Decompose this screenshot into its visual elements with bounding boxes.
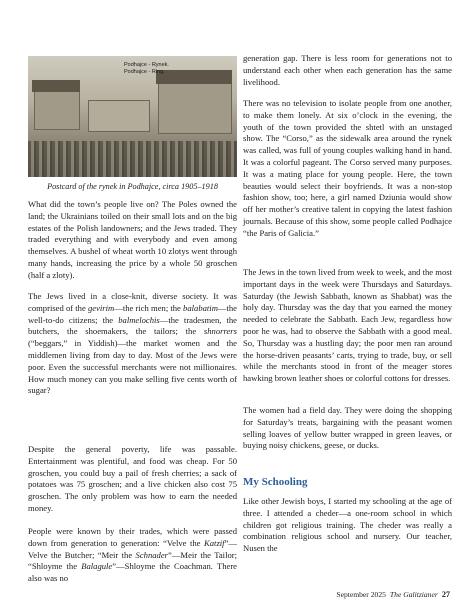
photo-label — [124, 62, 169, 75]
paragraph-r1 — [243, 53, 452, 88]
text-segment: The Jews in the town lived from week to week, and the most important days in the week were Thursdays and Saturdays. Saturday (the Jewish Sabbath, known as Shabbat) was the holy day. Thursday was the day that you earned the money needed to celebrate the Sabbath. Each Jew, regardless how poor he was, had to observe the Sabbath with a good meal. So, Thursday was a hustling day; the poor men ran around the horse-driven peasants’ carts, trying to trade, buy, or sell while the merchants stood in front of the meager stores hawking brown leather shoes or colorful cottons for dresses. — [243, 267, 452, 384]
text-segment: generation gap. There is less room for generations not to understand each other when each generation has the same livelihood. — [243, 53, 452, 87]
italic-term: balabatim — [183, 302, 218, 313]
text-segment: Despite the general poverty, life was passable. Entertainment was plentiful, and food was cheap. For 50 groschen, you could buy a pail of fresh cherries; a sack of potatoes was 75 groschen; and a live chicken also cost 75 groschen. The only problem was how to earn the needed money. — [28, 444, 237, 513]
photo-building — [88, 100, 150, 132]
photo-crowd — [28, 141, 237, 177]
italic-term: Katzif — [204, 537, 225, 548]
italic-term: balmelochis — [118, 314, 160, 325]
italic-term: gevirim — [87, 302, 115, 313]
text-segment: The Jews lived in a close-knit, diverse society. It was comprised of the — [28, 291, 237, 313]
page-number: 27 — [441, 590, 450, 599]
photo-roof — [32, 80, 80, 92]
section-heading: My Schooling — [243, 476, 308, 488]
paragraph-r4 — [243, 405, 452, 452]
text-segment: Like other Jewish boys, I started my schooling at the age of three. I attended a cheder—a one-room school in which children got religious training. The cheder was really a combination religious school and nursery. Our teacher, Nusen the — [243, 496, 452, 554]
paragraph-r3 — [243, 267, 452, 385]
text-segment: ”—Shloyme the Coachman. There also was no — [28, 561, 237, 584]
text-segment: —the rich men; the — [114, 302, 184, 313]
italic-term: shnorrers — [203, 326, 237, 337]
text-segment: —the tradesmen, the butchers, the shoemakers, the tailors; the — [28, 314, 237, 337]
photo-caption: Postcard of the rynek in Podhajce, circa 1905–1918 — [47, 182, 218, 191]
paragraph-p2 — [28, 291, 237, 397]
paragraph-p4 — [28, 526, 237, 585]
photo-building — [34, 90, 80, 130]
photo-label-line: Podhajce - Rynek. — [124, 62, 169, 68]
text-segment: (“beggars,” in Yiddish)—the market women and the middlemen living from day to day. Most of the Jews were poor. Even the successful merchants were not millionaires. How much money can you make selling five cents worth of sugar? — [28, 338, 237, 396]
italic-term: Schnader — [135, 549, 169, 560]
paragraph-r5 — [243, 496, 452, 555]
photo-building — [158, 82, 232, 134]
text-segment: There was no television to isolate people from one another, to make them lonely. At six o’clock in the evening, the youth of the town provided the shtetl with an unstaged show. The “Corso,” as the sidewalk area around the rynek was called, was full of young couples walking hand in hand. It was a colorful pageant. The Corso served many purposes. It was a mating place for young people. Here, the town beauties would select their boyfriends. It was a non-stop fashion show, too; here, a girl named Dziunia would show off her mother’s creative talent in copying the latest fashion journals. Because of this show, some people called Podhajce “the Paris of Galicia.” — [243, 98, 452, 238]
page-footer — [336, 590, 450, 600]
text-segment: ”—Velve the Butcher; “Meir the — [28, 537, 237, 560]
postcard-photo — [28, 56, 237, 177]
text-segment: People were known by their trades, which were passed down from generation to generation: “Velve the — [28, 526, 237, 548]
text-segment: What did the town’s people live on? The Poles owned the land; the Ukrainians toiled on their small lots and on the big estates of the Polish landowners; and the Jews traded. They traded everything and with everybody and even among themselves. A bushel of wheat worth 10 zlotys went through many hands, increasing the price by a whole 50 groschen (half a zloty). — [28, 199, 237, 280]
paragraph-p1 — [28, 199, 237, 282]
footer-date: September 2025 — [336, 590, 386, 599]
text-segment: ”—Meir the Tailor; “Shloyme the — [28, 549, 238, 572]
photo-label-line: Podhajce - Ring. — [124, 68, 165, 75]
paragraph-p3 — [28, 444, 237, 515]
text-segment: The women had a field day. They were doing the shopping for Saturday’s treats, bargaining with the peasant women selling loaves of yellow butter wrapped in green leaves, or buying noisy chickens, geese, or ducks. — [243, 405, 452, 451]
paragraph-r2 — [243, 98, 452, 240]
footer-publication: The Galitzianer — [389, 590, 438, 599]
text-segment: —the well-to-do citizens; the — [28, 302, 237, 325]
italic-term: Balagule — [81, 561, 113, 572]
